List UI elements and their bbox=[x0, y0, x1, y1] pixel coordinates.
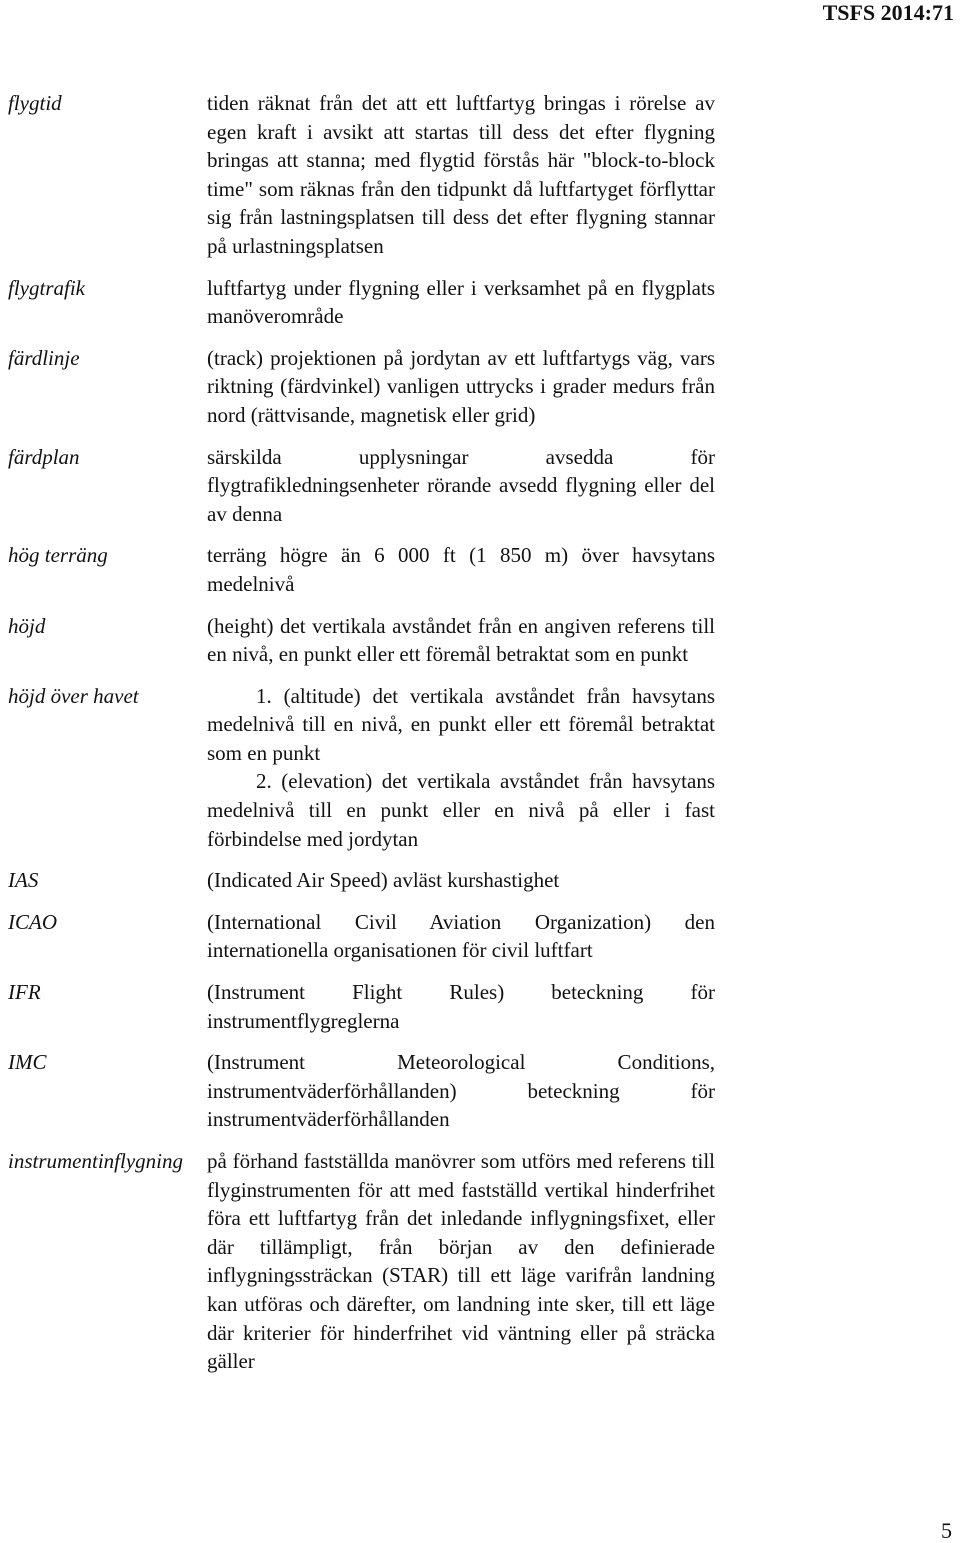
definition: tiden räknat från det att ett luftfartyg bringas i rörelse av egen kraft i avsikt att startas till dess det efter flygning bringas att stanna; med flygtid förstås här "block-to-block time" som räknas från den tidpunkt då luftfartyget förflyttar sig från lastningsplatsen till dess det efter flygning stannar på urlastningsplatsen bbox=[207, 91, 715, 258]
term: färdplan bbox=[8, 444, 80, 469]
glossary-entry bbox=[0, 541, 960, 598]
term: höjd bbox=[8, 613, 46, 638]
definition: terräng högre än 6 000 ft (1 850 m) över havsytans medelnivå bbox=[207, 543, 715, 596]
term: flygtid bbox=[8, 91, 62, 115]
glossary-entry bbox=[0, 1048, 960, 1134]
glossary-entry bbox=[0, 89, 960, 261]
term: hög terräng bbox=[8, 543, 108, 568]
glossary-entry bbox=[0, 443, 960, 529]
glossary-entry bbox=[0, 978, 960, 1035]
definition: luftfartyg under flygning eller i verksamhet på en flygplats manöverområde bbox=[207, 275, 715, 329]
definition-paragraph-2: 2. (elevation) det vertikala avståndet från havsytans medelnivå till en punkt eller en nivå på eller i fast förbindelse med jordytan bbox=[207, 769, 715, 851]
definition: (Instrument Flight Rules) beteckning för instrumentflygreglerna bbox=[207, 980, 715, 1033]
term: höjd över havet bbox=[8, 683, 139, 708]
glossary-entry bbox=[0, 344, 960, 430]
term: IMC bbox=[8, 1050, 47, 1075]
glossary-entry bbox=[0, 1147, 960, 1376]
page-number: 5 bbox=[941, 1518, 952, 1543]
term: ICAO bbox=[8, 909, 57, 934]
glossary-entry bbox=[0, 274, 960, 331]
glossary-entry bbox=[0, 682, 960, 854]
term: IAS bbox=[8, 868, 39, 893]
definition bbox=[207, 682, 715, 854]
definition: (Indicated Air Speed) avläst kurshastighet bbox=[207, 868, 560, 893]
glossary bbox=[0, 89, 960, 1389]
glossary-entry bbox=[0, 612, 960, 669]
glossary-entry bbox=[0, 866, 960, 895]
term: flygtrafik bbox=[8, 275, 85, 300]
definition: (track) projektionen på jordytan av ett luftfartygs väg, vars riktning (färdvinkel) vanligen uttrycks i grader medurs från nord (rättvisande, magnetisk eller grid) bbox=[207, 345, 715, 427]
definition: på förhand fastställda manövrer som utförs med referens till flyginstrumenten för att med fastställd vertikal hinderfrihet föra ett luftfartyg från det inledande inflygningsfixet, eller där tillämpligt, från början av den definierade inflygningssträckan (STAR) till ett läge varifrån landning kan utföras och därefter, om landning inte sker, till ett läge där kriterier för hinderfrihet vid väntning eller på sträcka gäller bbox=[207, 1149, 715, 1374]
term: IFR bbox=[8, 980, 41, 1005]
definition: särskilda upplysningar avsedda för flygtrafikledningsenheter rörande avsedd flygning eller del av denna bbox=[207, 444, 715, 526]
term: instrumentinflygning bbox=[8, 1149, 183, 1173]
term: färdlinje bbox=[8, 345, 80, 370]
definition: (height) det vertikala avståndet från en angiven referens till en nivå, en punkt eller ett föremål betraktat som en punkt bbox=[207, 613, 715, 667]
definition: (International Civil Aviation Organization) den internationella organisationen för civil luftfart bbox=[207, 909, 715, 963]
definition-paragraph-1: 1. (altitude) det vertikala avståndet från havsytans medelnivå till en nivå, en punkt eller ett föremål betraktat som en punkt bbox=[207, 683, 715, 765]
page-header: TSFS 2014:71 bbox=[822, 0, 954, 25]
glossary-entry bbox=[0, 908, 960, 965]
definition: (Instrument Meteorological Conditions, instrumentväderförhållanden) beteckning för instrumentväderförhållanden bbox=[207, 1050, 715, 1132]
